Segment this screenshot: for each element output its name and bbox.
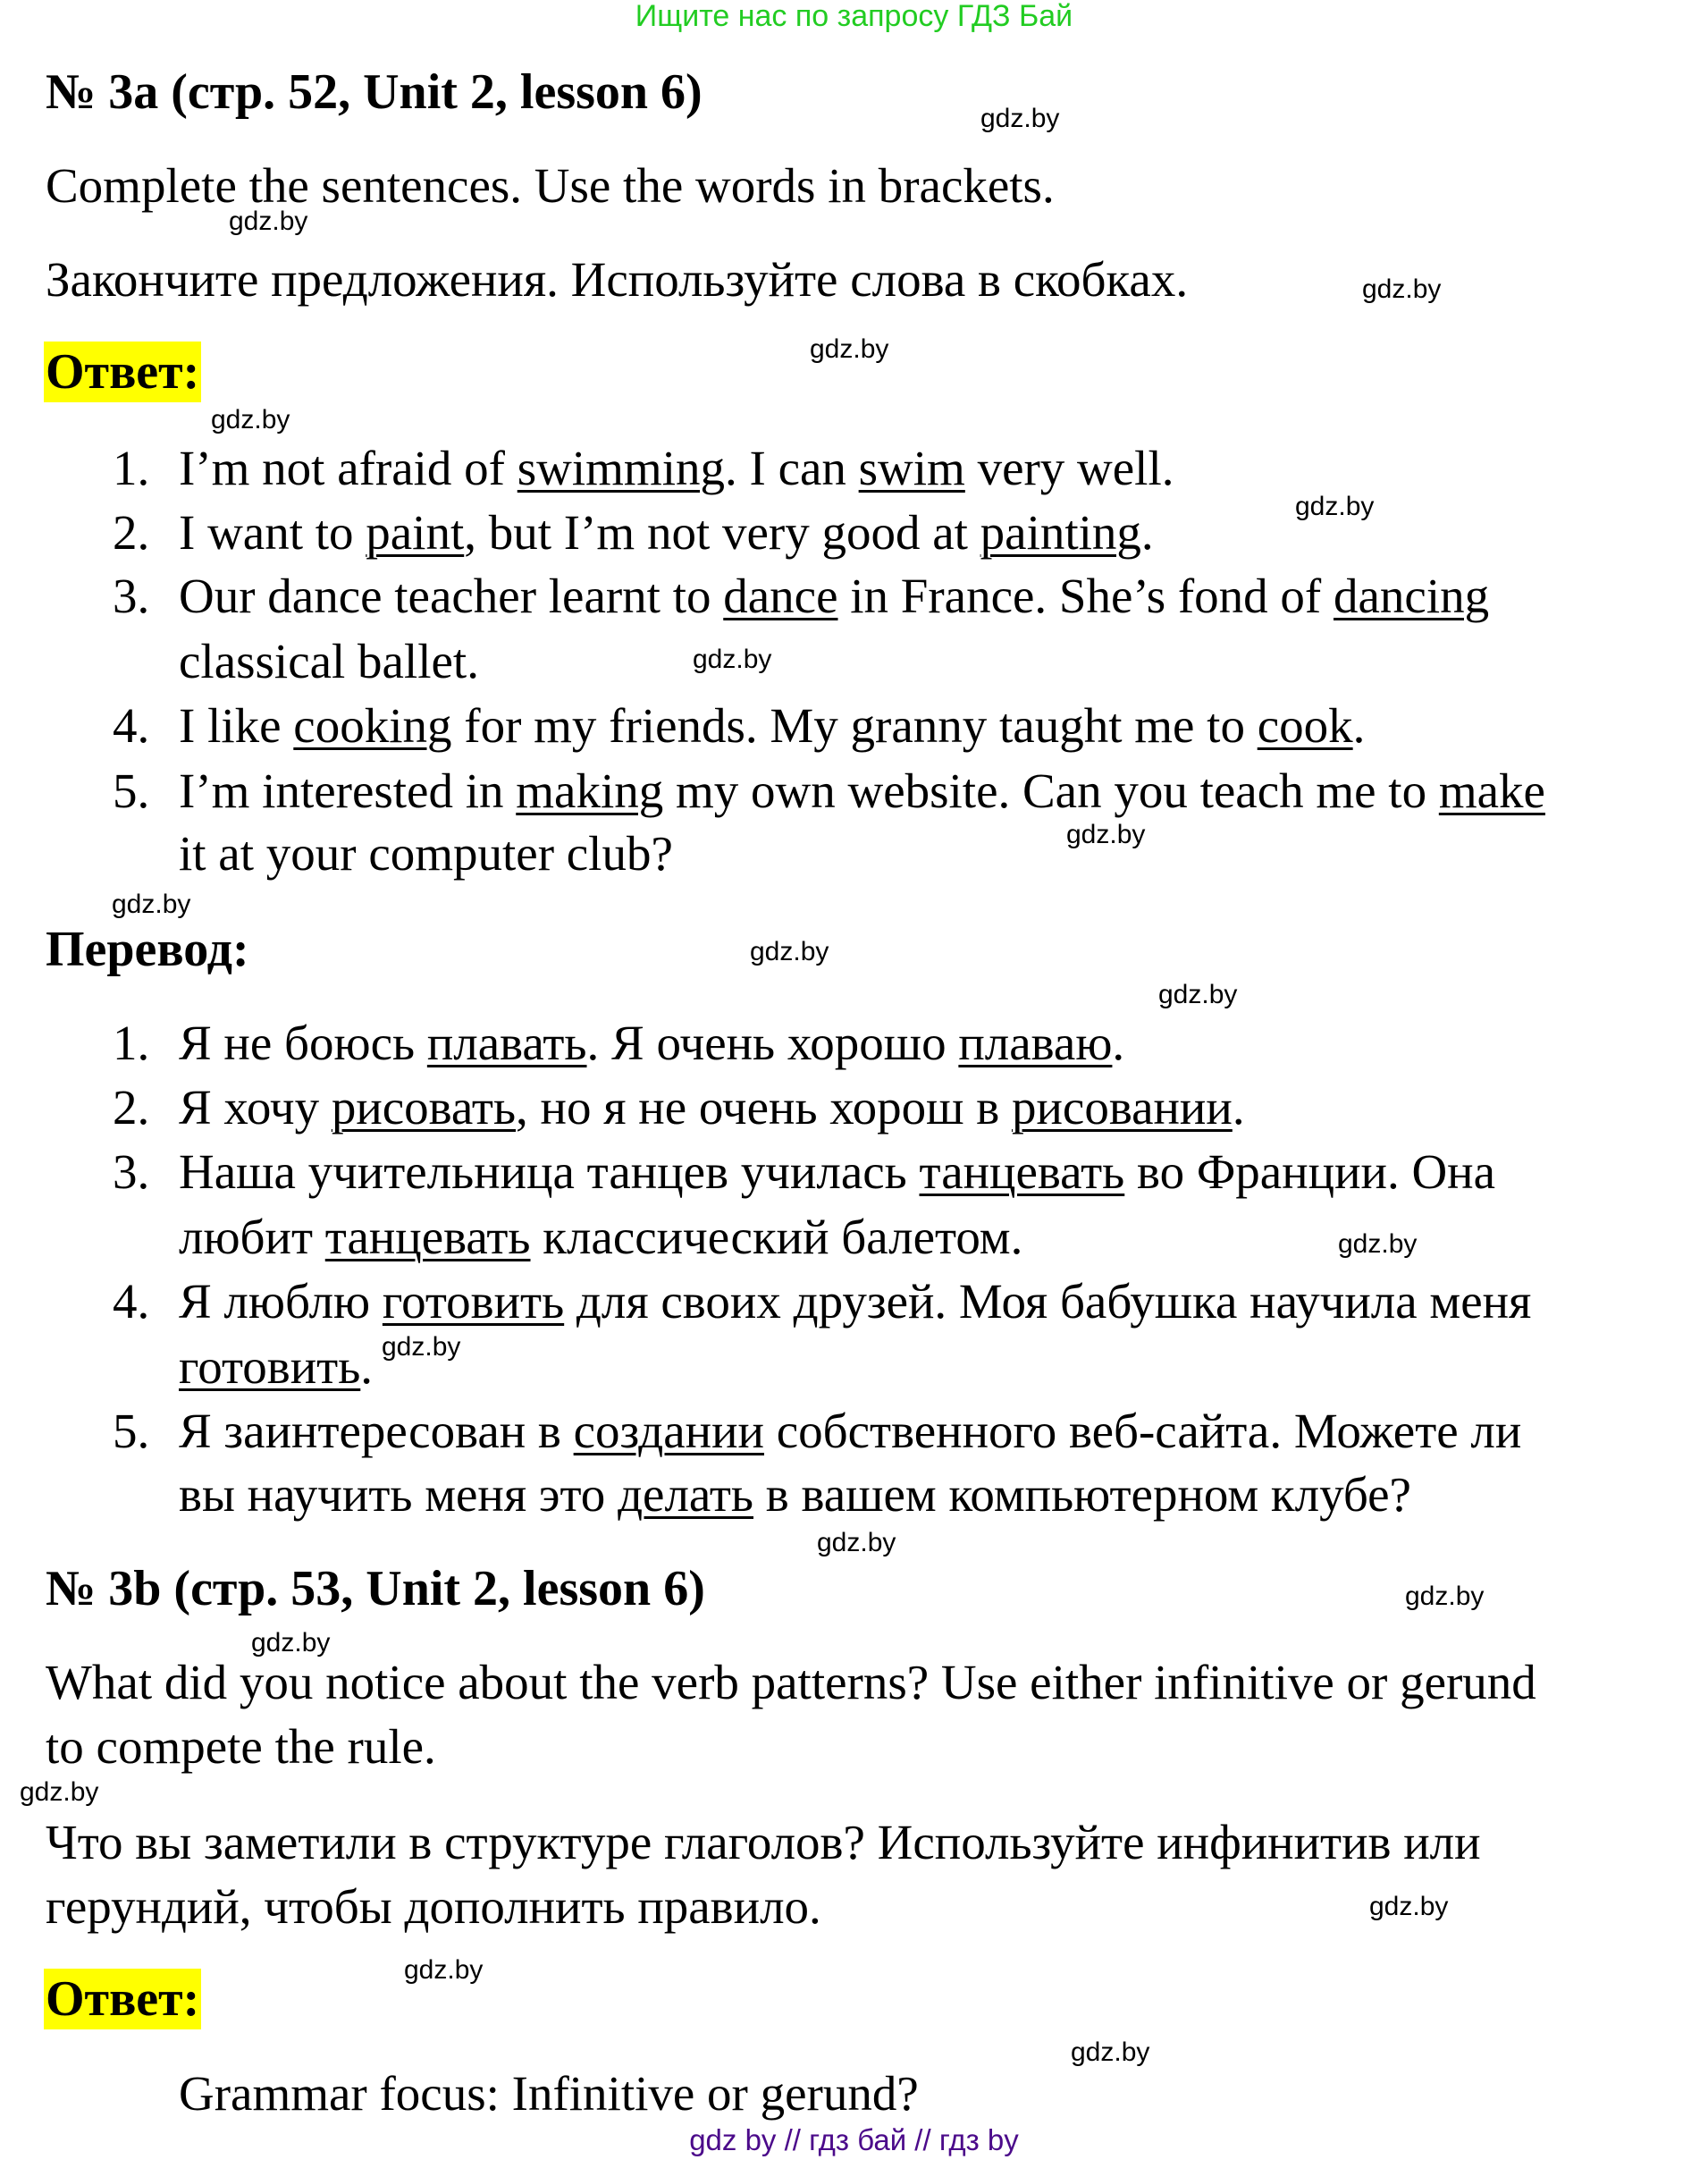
watermark: gdz.by: [20, 1777, 99, 1807]
text-segment: .: [1232, 1080, 1245, 1135]
answer-word: танцевать: [919, 1144, 1125, 1199]
text-segment: вы научить меня это: [179, 1467, 618, 1522]
watermark: gdz.by: [693, 645, 772, 674]
text-segment: Our dance teacher learnt to: [179, 569, 724, 623]
answer-word: танцевать: [324, 1210, 531, 1264]
text-segment: в вашем компьютерном клубе?: [753, 1467, 1411, 1522]
watermark: gdz.by: [112, 890, 191, 919]
text-segment: .: [360, 1339, 374, 1394]
answer-word: рисовании: [1012, 1080, 1233, 1135]
search-banner[interactable]: Ищите нас по запросу ГДЗ Бай: [635, 0, 1073, 33]
sentence-text: [179, 822, 673, 886]
sentence-text: [179, 501, 1154, 565]
text-segment: . I can: [725, 441, 859, 495]
task-3b-instruction-en-2: to compete the rule.: [46, 1719, 436, 1774]
answer-label-3a: Ответ:: [44, 342, 201, 402]
sentence-text: [179, 1335, 373, 1399]
answer-word: dancing: [1334, 569, 1490, 623]
text-segment: I’m not afraid of: [179, 441, 517, 495]
translation-label: Перевод:: [46, 922, 249, 977]
text-segment: it at your computer club?: [179, 826, 673, 881]
answer-word: paint: [366, 505, 465, 560]
answer-word: making: [516, 763, 664, 818]
sentence-text: [179, 1140, 1495, 1204]
text-segment: my own website. Can you teach me to: [663, 763, 1439, 818]
text-segment: Я хочу: [179, 1080, 332, 1135]
watermark: gdz.by: [1362, 274, 1442, 304]
sentence-text: [179, 564, 1489, 628]
text-segment: I’m interested in: [179, 763, 517, 818]
sentence-text: [179, 759, 1545, 823]
watermark: gdz.by: [382, 1332, 461, 1362]
text-segment: любит: [179, 1210, 325, 1264]
text-segment: Наша учительница танцев училась: [179, 1144, 920, 1199]
sentence-text: [179, 1011, 1124, 1076]
sentence-text: [179, 694, 1365, 758]
watermark: gdz.by: [1369, 1892, 1449, 1921]
item-number: 5.: [113, 763, 150, 818]
answer-label-3b: Ответ:: [44, 1969, 201, 2029]
watermark: gdz.by: [229, 207, 308, 236]
text-segment: Я не боюсь: [179, 1016, 427, 1070]
sentence-text: [179, 436, 1174, 501]
item-number: 4.: [113, 698, 150, 753]
watermark: gdz.by: [211, 405, 290, 434]
sentence-text: [179, 1076, 1245, 1140]
answer-word: рисовать: [331, 1080, 517, 1135]
text-segment: .: [1352, 698, 1366, 753]
text-segment: very well.: [964, 441, 1174, 495]
task-3a-instruction-en: Complete the sentences. Use the words in brackets.: [46, 158, 1055, 213]
task-3a-instruction-ru: Закончите предложения. Используйте слова в скобках.: [46, 252, 1189, 307]
task-3b-instruction-ru-1: Что вы заметили в структуре глаголов? Используйте инфинитив или: [46, 1815, 1481, 1869]
watermark: gdz.by: [750, 937, 829, 966]
watermark: gdz.by: [817, 1528, 896, 1557]
answer-word: готовить: [179, 1339, 361, 1394]
text-segment: .: [1112, 1016, 1125, 1070]
text-segment: для своих друзей. Моя бабушка научила меня: [564, 1274, 1532, 1329]
answer-word: готовить: [382, 1274, 565, 1329]
item-number: 3.: [113, 569, 150, 623]
text-segment: I like: [179, 698, 294, 753]
sentence-text: [179, 1463, 1411, 1527]
text-segment: for my friends. My granny taught me to: [451, 698, 1258, 753]
text-segment: in France. She’s fond of: [837, 569, 1334, 623]
text-segment: во Франции. Она: [1124, 1144, 1496, 1199]
item-number: 1.: [113, 1016, 150, 1070]
text-segment: . Я очень хорошо: [586, 1016, 959, 1070]
watermark: gdz.by: [980, 104, 1060, 133]
answer-word: swim: [858, 441, 965, 495]
item-number: 3.: [113, 1144, 150, 1199]
task-3b-instruction-ru-2: герундий, чтобы дополнить правило.: [46, 1879, 821, 1934]
answer-word: создании: [573, 1404, 764, 1458]
watermark: gdz.by: [251, 1628, 331, 1658]
task-3b-instruction-en-1: What did you notice about the verb patterns? Use either infinitive or gerund: [46, 1655, 1536, 1709]
answer-word: cooking: [293, 698, 452, 753]
watermark: gdz.by: [1158, 980, 1238, 1009]
answer-word: dance: [723, 569, 838, 623]
text-segment: classical ballet.: [179, 634, 479, 688]
footer-links[interactable]: gdz by // гдз бай // гдз by: [689, 2123, 1019, 2156]
sentence-text: [179, 1270, 1531, 1334]
item-number: 1.: [113, 441, 150, 495]
task-3b-title: № 3b (стр. 53, Unit 2, lesson 6): [46, 1561, 705, 1616]
watermark: gdz.by: [1071, 2037, 1150, 2067]
answer-word: make: [1438, 763, 1545, 818]
watermark: gdz.by: [1295, 492, 1375, 521]
answer-word: плаваю: [958, 1016, 1113, 1070]
answer-word: cook: [1257, 698, 1353, 753]
text-segment: , but I’m not very good at: [464, 505, 980, 560]
answer-word: painting: [980, 505, 1141, 560]
text-segment: Я заинтересован в: [179, 1404, 574, 1458]
text-segment: , но я не очень хорош в: [516, 1080, 1012, 1135]
sentence-text: [179, 629, 479, 694]
text-segment: собственного веб-сайта. Можете ли: [763, 1404, 1522, 1458]
item-number: 2.: [113, 505, 150, 560]
item-number: 5.: [113, 1404, 150, 1458]
watermark: gdz.by: [1405, 1582, 1485, 1611]
sentence-text: [179, 1205, 1022, 1270]
text-segment: .: [1140, 505, 1154, 560]
item-number: 2.: [113, 1080, 150, 1135]
item-number: 4.: [113, 1274, 150, 1329]
answer-word: swimming: [517, 441, 725, 495]
watermark: gdz.by: [1066, 820, 1146, 849]
answer-3b-text: Grammar focus: Infinitive or gerund?: [179, 2066, 919, 2121]
watermark: gdz.by: [404, 1955, 484, 1985]
answer-word: делать: [618, 1467, 754, 1522]
task-3a-title: № 3a (стр. 52, Unit 2, lesson 6): [46, 64, 703, 120]
watermark: gdz.by: [810, 334, 889, 364]
sentence-text: [179, 1399, 1521, 1464]
text-segment: классический балетом.: [530, 1210, 1023, 1264]
text-segment: Я люблю: [179, 1274, 383, 1329]
answer-word: плавать: [426, 1016, 587, 1070]
text-segment: I want to: [179, 505, 366, 560]
watermark: gdz.by: [1338, 1229, 1418, 1259]
